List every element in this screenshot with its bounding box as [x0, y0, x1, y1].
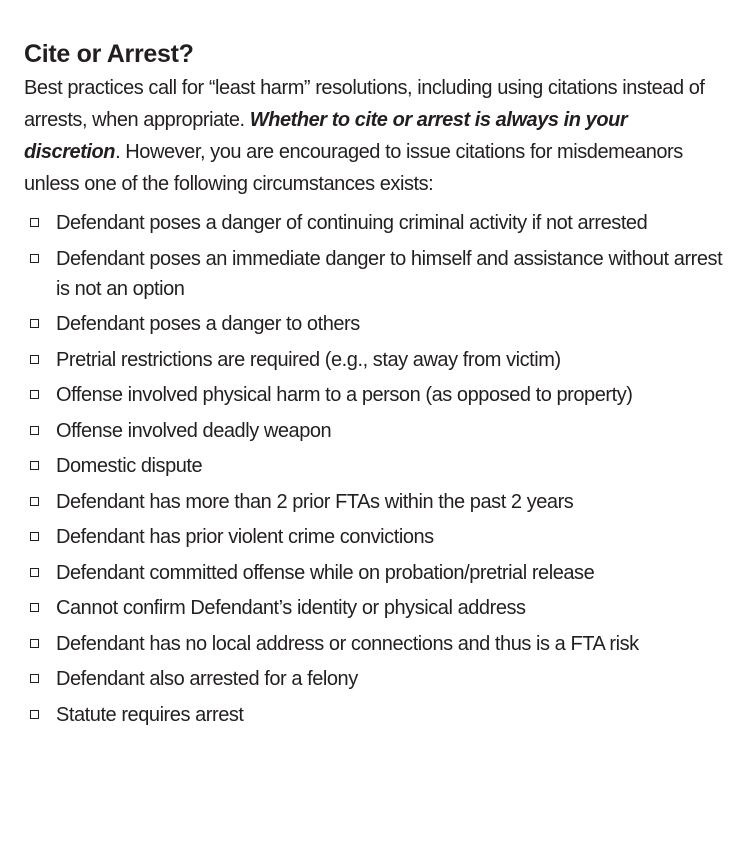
checklist-item-text: Domestic dispute [56, 455, 203, 477]
checklist-item [24, 380, 724, 410]
intro-emphasis: Whether to cite or arrest is always in your discretion [24, 109, 628, 163]
checklist-item [24, 558, 724, 588]
checklist-item [24, 345, 724, 375]
checklist-item [24, 451, 724, 481]
checklist-item-text: Pretrial restrictions are required (e.g., stay away from victim) [56, 348, 561, 371]
intro-text-start: Best practices call for “least harm” resolutions, including using citations instead of arrests, when appropriate. [24, 77, 705, 131]
intro-text-end: . However, you are encouraged to issue citations for misdemeanors unless one of the following circumstances exists: [24, 141, 683, 195]
checklist-item [24, 244, 724, 304]
checkbox-icon [30, 461, 39, 470]
checklist-item-text: Defendant committed offense while on probation/pretrial release [56, 561, 595, 584]
checklist-item [24, 593, 724, 623]
checkbox-icon [30, 319, 39, 328]
checklist-item-text: Defendant poses a danger of continuing criminal activity if not arrested [56, 212, 648, 234]
document [24, 38, 724, 735]
checkbox-icon [30, 497, 39, 506]
checklist-item [24, 309, 724, 339]
checklist-item [24, 487, 724, 517]
checkbox-icon [30, 355, 39, 364]
checkbox-icon [30, 218, 39, 227]
checklist-item [24, 208, 724, 238]
checkbox-icon [30, 603, 39, 612]
checklist-item [24, 416, 724, 446]
checklist-item-text: Defendant has no local address or connections and thus is a FTA risk [56, 632, 639, 655]
circumstances-checklist [24, 208, 724, 730]
checklist-item-text: Defendant also arrested for a felony [56, 668, 358, 690]
checkbox-icon [30, 639, 39, 648]
intro-paragraph [24, 72, 724, 200]
checkbox-icon [30, 532, 39, 541]
checkbox-icon [30, 568, 39, 577]
checkbox-icon [30, 390, 39, 399]
checkbox-icon [30, 674, 39, 683]
checklist-item [24, 664, 724, 694]
checklist-item-text: Offense involved deadly weapon [56, 419, 332, 442]
checklist-item-text: Defendant poses an immediate danger to himself and assistance without arrest is not an option [56, 247, 723, 300]
checklist-item-text: Defendant poses a danger to others [56, 313, 360, 335]
checklist-item-text: Defendant has prior violent crime convictions [56, 526, 434, 548]
checklist-item-text: Defendant has more than 2 prior FTAs within the past 2 years [56, 490, 574, 513]
checklist-item [24, 700, 724, 730]
section-title: Cite or Arrest? [24, 40, 194, 68]
checklist-item-text: Statute requires arrest [56, 703, 244, 726]
checklist-item-text: Cannot confirm Defendant’s identity or physical address [56, 597, 526, 619]
checklist-item-text: Offense involved physical harm to a person (as opposed to property) [56, 384, 633, 406]
checkbox-icon [30, 254, 39, 263]
checklist-item [24, 522, 724, 552]
checkbox-icon [30, 710, 39, 719]
checklist-item [24, 629, 724, 659]
checkbox-icon [30, 426, 39, 435]
